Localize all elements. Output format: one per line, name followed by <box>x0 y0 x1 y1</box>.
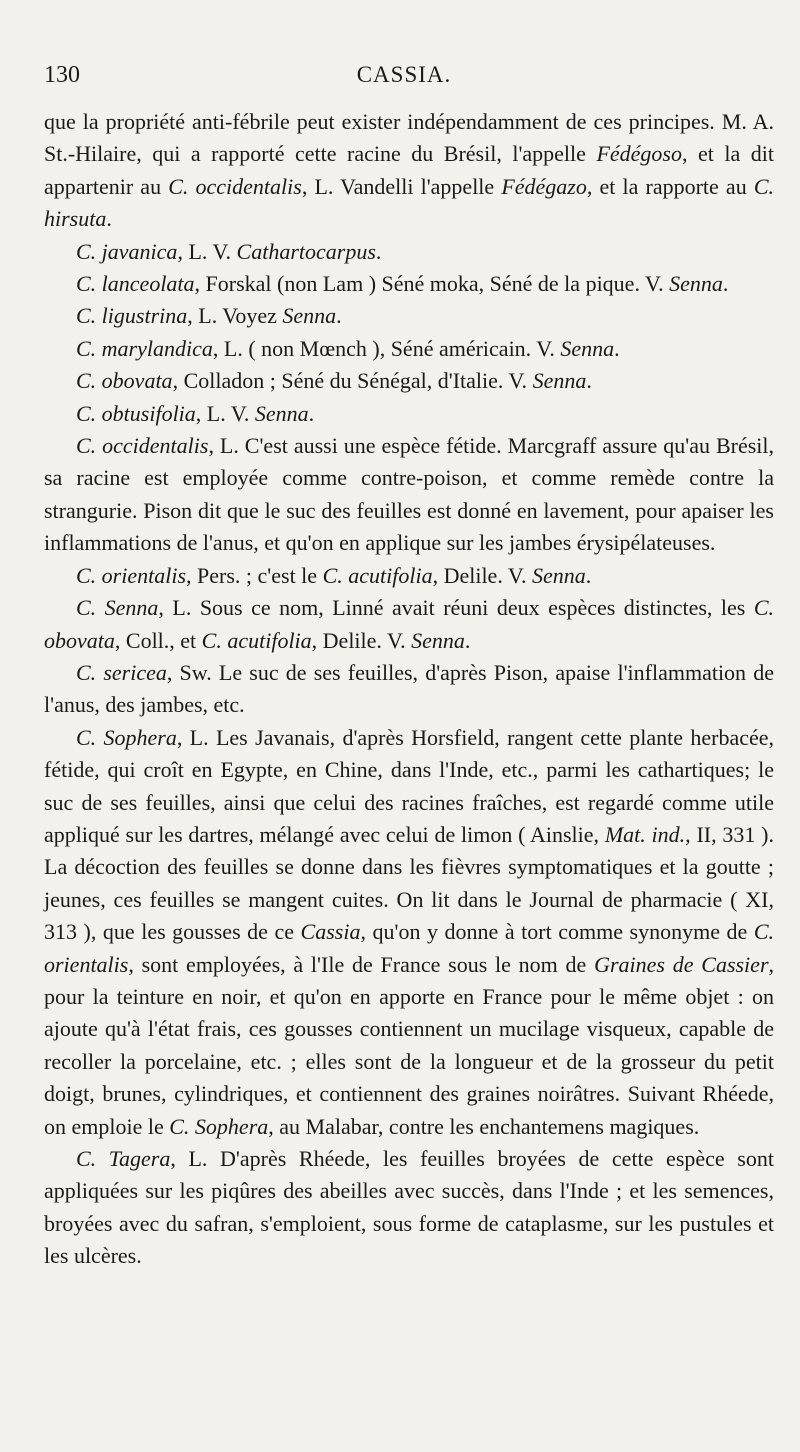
italic-term: C. Senna <box>76 595 159 621</box>
italic-term: C. Tagera <box>76 1146 171 1171</box>
italic-term: Senna <box>532 368 587 394</box>
italic-term: Senna <box>669 271 723 297</box>
entry-senna <box>44 592 774 657</box>
italic-term: C. occidentalis <box>76 433 209 459</box>
italic-term: C. obtusifolia <box>76 400 196 426</box>
text-run: , Colladon ; Séné du Sénégal, d'Italie. V. <box>172 368 533 394</box>
paragraph-continuation <box>44 106 774 236</box>
running-title: CASSIA. <box>356 62 452 87</box>
italic-term: C. obovata <box>44 595 774 653</box>
text-run: , L. Vandelli l'appelle <box>301 173 502 199</box>
text-run: , Coll., et <box>114 627 202 653</box>
italic-term: Senna <box>531 562 586 588</box>
italic-term: C. occidentalis <box>168 173 302 199</box>
text-run: que la propriété anti-fébrile peut exister indépendamment de ces principes. M. A. St.-Hilaire, qui a rapporté cette racine du Brésil, l'appelle <box>44 109 774 167</box>
text-run: . <box>375 238 382 264</box>
entry-sericea <box>44 657 774 722</box>
body-text <box>44 106 774 1273</box>
text-run: , L. Les Javanais, d'après Horsfield, rangent cette plante herbacée, fétide, qui croît en Egypte, en Chine, dans l'Inde, etc., parmi les cathartiques; le suc de ses feuilles, ainsi que celui des racines fraîches, est regardé comme utile appliqué sur les dartres, mélangé avec celui de limon ( Ainslie, <box>44 724 775 847</box>
text-run: . <box>464 627 471 653</box>
page-number: 130 <box>44 62 80 88</box>
italic-term: C. lanceolata <box>76 271 195 297</box>
text-run: , sont employées, à l'Ile de France sous le nom de <box>128 951 595 977</box>
text-run: , L. ( non Mœnch ), Séné américain. V. <box>212 335 561 361</box>
text-run: , II, 331 ). La décoction des feuilles se donne dans les fièvres symptomatiques et la goutte ; jeunes, ces feuilles se mangent cuites. On lit dans le Journal de pharmacie ( XI, 313 ), que les gousses de ce <box>44 821 774 945</box>
text-run: , Delile. V. <box>432 562 532 588</box>
italic-term: C. ligustrina <box>76 303 188 329</box>
italic-term: Cathartocarpus <box>236 238 376 264</box>
text-run: , L. Voyez <box>187 303 283 329</box>
entry-ligustrina <box>44 300 774 332</box>
text-run: . <box>585 562 592 588</box>
italic-term: Senna <box>254 400 309 426</box>
text-run: . <box>614 335 620 361</box>
text-run: , pour la teinture en noir, et qu'on en apporte en France pour le même objet : on ajoute qu'à l'état frais, ces gousses contiennent un mucilage visqueux, capable de recoller la porcelaine, etc. ; elles sont de la longueur et de la grosseur du petit doigt, brunes, cylindriques, et contiennent des graines noirâtres. Suivant Rhéede, on emploie le <box>44 951 774 1139</box>
italic-term: C. javanica <box>76 238 178 264</box>
italic-term: Senna <box>560 335 615 361</box>
italic-term: Fédégazo <box>501 173 587 199</box>
italic-term: C. Sophera <box>76 724 177 750</box>
italic-term: Senna <box>411 627 465 653</box>
italic-term: C. acutifolia <box>322 562 433 588</box>
text-run: . <box>586 368 592 394</box>
text-run: . <box>308 400 315 426</box>
text-run: , L. V. <box>195 400 255 426</box>
italic-term: Cassia <box>300 919 361 945</box>
text-run: , et la dit appartenir au <box>44 141 775 199</box>
text-run: , Forskal (non Lam ) Séné moka, Séné de la pique. V. <box>194 271 670 297</box>
text-run: , L. V. <box>177 238 237 264</box>
text-run: . <box>336 303 342 329</box>
entry-tagera <box>44 1143 774 1273</box>
italic-term: Mat. ind. <box>604 821 686 847</box>
italic-term: C. hirsuta <box>44 173 775 232</box>
entry-lanceolata <box>44 268 774 300</box>
italic-term: Fédégoso <box>596 141 682 167</box>
text-run: , L. D'après Rhéede, les feuilles broyées de cette espèce sont appliquées sur les piqûres des abeilles avec succès, dans l'Inde ; et les semences, broyées avec du safran, s'emploient, sous forme de cataplasme, sur les pustules et les ulcères. <box>44 1146 774 1269</box>
text-run: , Sw. Le suc de ses feuilles, d'après Pison, apaise l'inflammation de l'anus, des jambes, etc. <box>44 659 774 718</box>
text-run: . <box>722 271 729 297</box>
text-run: , Delile. V. <box>311 627 412 653</box>
italic-term: C. orientalis <box>44 919 774 977</box>
entry-occidentalis <box>44 430 774 560</box>
text-run: , qu'on y donne à tort comme synonyme de <box>360 919 754 945</box>
entry-sophera <box>44 722 774 1143</box>
entry-obovata <box>44 365 774 397</box>
italic-term: C. sericea <box>76 659 167 685</box>
page-header <box>44 62 764 102</box>
italic-term: C. obovata <box>76 368 173 394</box>
italic-term: Senna <box>282 303 337 329</box>
entry-orientalis <box>44 560 774 592</box>
text-run: , L. C'est aussi une espèce fétide. Marcgraff assure qu'au Brésil, sa racine est employée comme contre-poison, et comme remède contre la strangurie. Pison dit que le suc des feuilles est donné en lavement, pour apaiser les inflammations de l'anus, et qu'on en applique sur les jambes érysipélateuses. <box>44 433 774 556</box>
italic-term: Graines de Cassier <box>594 951 769 977</box>
italic-term: C. orientalis <box>76 562 187 588</box>
entry-marylandica <box>44 333 774 365</box>
entry-obtusifolia <box>44 398 774 430</box>
entry-javanica <box>44 236 774 268</box>
italic-term: C. marylandica <box>76 335 213 361</box>
text-run: , Pers. ; c'est le <box>186 562 323 588</box>
italic-term: C. acutifolia <box>201 627 312 653</box>
text-run: , L. Sous ce nom, Linné avait réuni deux espèces distinctes, les <box>158 595 754 621</box>
text-run: , au Malabar, contre les enchantemens magiques. <box>268 1113 700 1139</box>
italic-term: C. Sophera <box>169 1113 269 1139</box>
text-run: . <box>106 206 112 232</box>
text-run: , et la rapporte au <box>586 173 754 199</box>
